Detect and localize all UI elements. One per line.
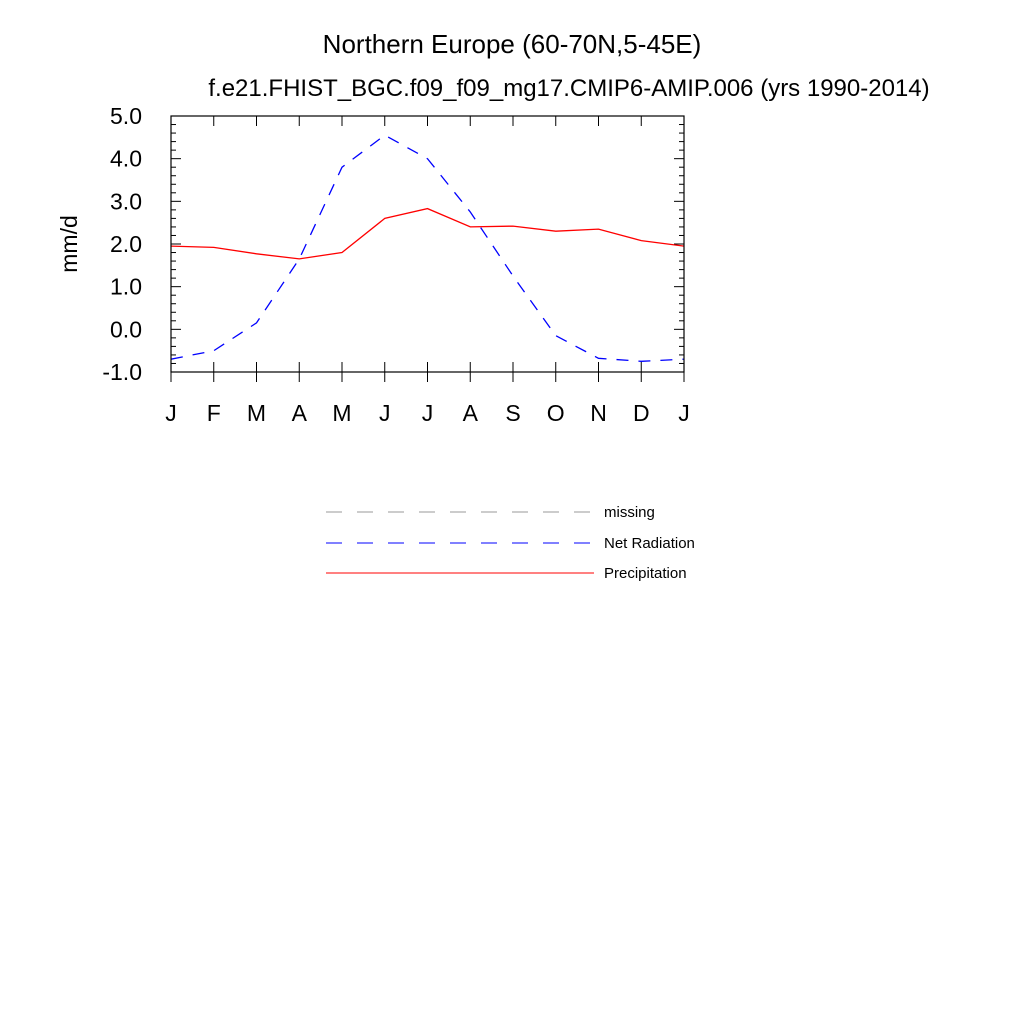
x-tick-label: A bbox=[291, 400, 307, 426]
x-tick-label: J bbox=[421, 400, 434, 426]
y-tick-label: 5.0 bbox=[110, 103, 142, 129]
x-tick-label: M bbox=[332, 400, 352, 426]
legend-label: Precipitation bbox=[604, 565, 687, 582]
tick-labels bbox=[102, 103, 689, 426]
x-tick-label: J bbox=[379, 400, 391, 426]
plot-frame bbox=[171, 116, 684, 372]
x-tick-label: D bbox=[632, 400, 650, 426]
x-tick-label: N bbox=[590, 400, 607, 426]
series-line-net-radiation bbox=[171, 135, 684, 361]
legend bbox=[326, 504, 695, 582]
chart-subtitle: f.e21.FHIST_BGC.f09_f09_mg17.CMIP6-AMIP.006 (yrs 1990-2014) bbox=[208, 75, 930, 102]
x-tick-label: J bbox=[165, 400, 177, 426]
y-tick-label: 0.0 bbox=[110, 316, 142, 343]
x-tick-label: J bbox=[678, 400, 690, 426]
axis-ticks bbox=[171, 116, 684, 382]
x-tick-label: O bbox=[546, 400, 565, 426]
series-line-precipitation bbox=[171, 209, 684, 259]
y-tick-label: 4.0 bbox=[110, 145, 142, 172]
y-tick-label: 3.0 bbox=[110, 188, 142, 215]
legend-label: missing bbox=[604, 504, 655, 521]
x-tick-label: F bbox=[206, 400, 221, 426]
chart-title: Northern Europe (60-70N,5-45E) bbox=[322, 29, 702, 59]
series-lines bbox=[171, 135, 684, 361]
y-tick-label: 2.0 bbox=[110, 231, 142, 257]
y-axis-label: mm/d bbox=[56, 215, 82, 273]
x-tick-label: M bbox=[246, 400, 267, 426]
x-tick-label: S bbox=[505, 400, 521, 426]
y-tick-label: 1.0 bbox=[110, 273, 142, 300]
legend-label: Net Radiation bbox=[604, 535, 695, 552]
x-tick-label: A bbox=[462, 400, 478, 426]
y-tick-label: -1.0 bbox=[102, 359, 142, 385]
